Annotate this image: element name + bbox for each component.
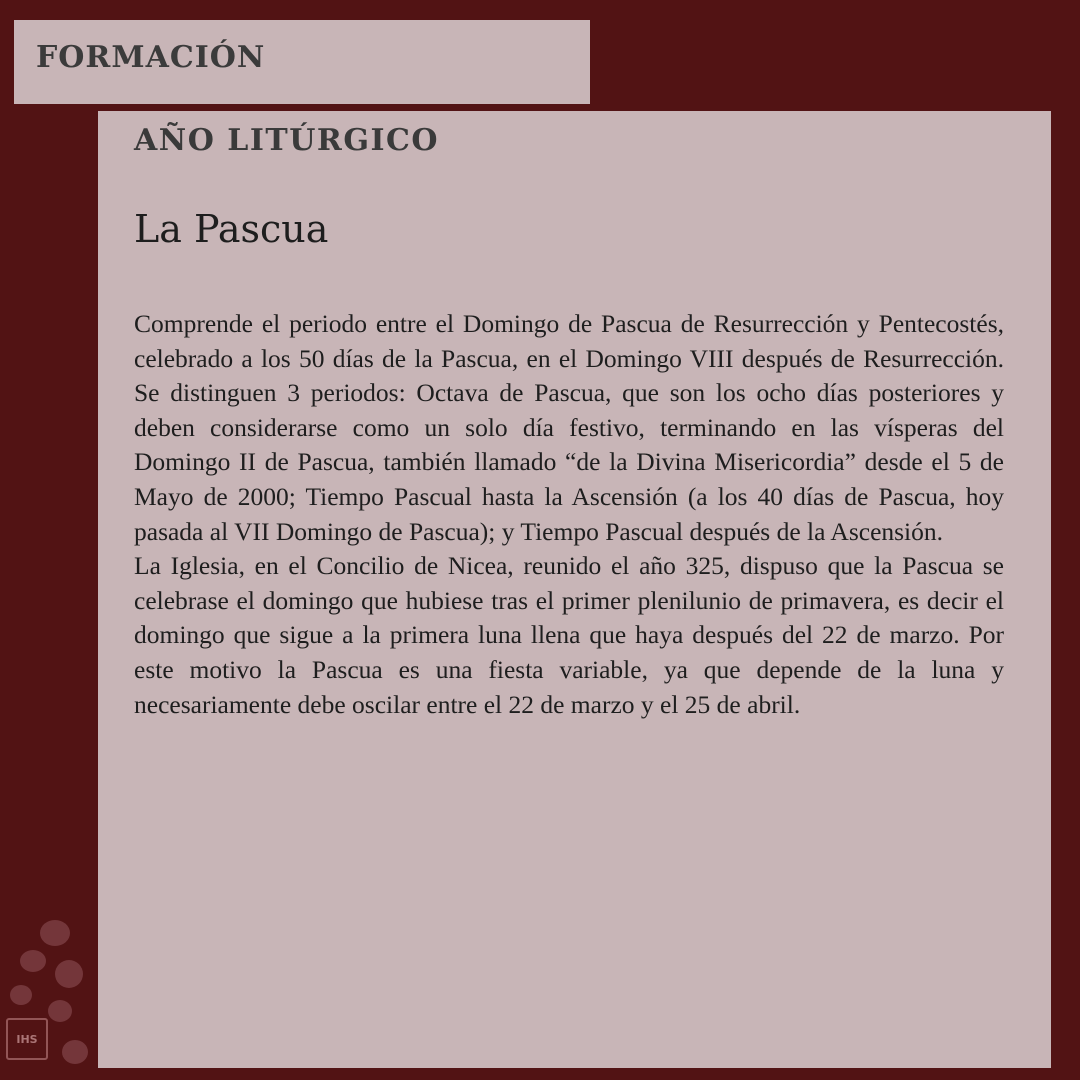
subsection-title: AÑO LITÚRGICO (134, 123, 439, 158)
floral-decoration (0, 900, 98, 1080)
content-card (98, 111, 1051, 1068)
ihs-emblem-icon: IHS (6, 1018, 48, 1060)
paragraph-2: La Iglesia, en el Concilio de Nicea, reunido el año 325, dispuso que la Pascua se celebrase el domingo que hubiese tras el primer plenilunio de primavera, es decir el domingo que sigue a la primera luna llena que haya después del 22 de marzo. Por este motivo la Pascua es una fiesta variable, ya que depende de la luna y necesariamente debe oscilar entre el 22 de marzo y el 25 de abril. (134, 551, 1004, 719)
section-tab (14, 20, 590, 104)
body-text (134, 307, 1004, 722)
paragraph-1: Comprende el periodo entre el Domingo de Pascua de Resurrección y Pentecostés, celebrado a los 50 días de la Pascua, en el Domingo VIII después de Resurrección. Se distinguen 3 periodos: Octava de Pascua, que son los ocho días posteriores y deben considerarse como un solo día festivo, terminando en las vísperas del Domingo II de Pascua, también llamado “de la Divina Misericordia” desde el 5 de Mayo de 2000; Tiempo Pascual hasta la Ascensión (a los 40 días de Pascua, hoy pasada al VII Domingo de Pascua); y Tiempo Pascual después de la Ascensión. (134, 309, 1004, 546)
page-title: La Pascua (134, 207, 329, 251)
section-label: FORMACIÓN (36, 40, 266, 75)
